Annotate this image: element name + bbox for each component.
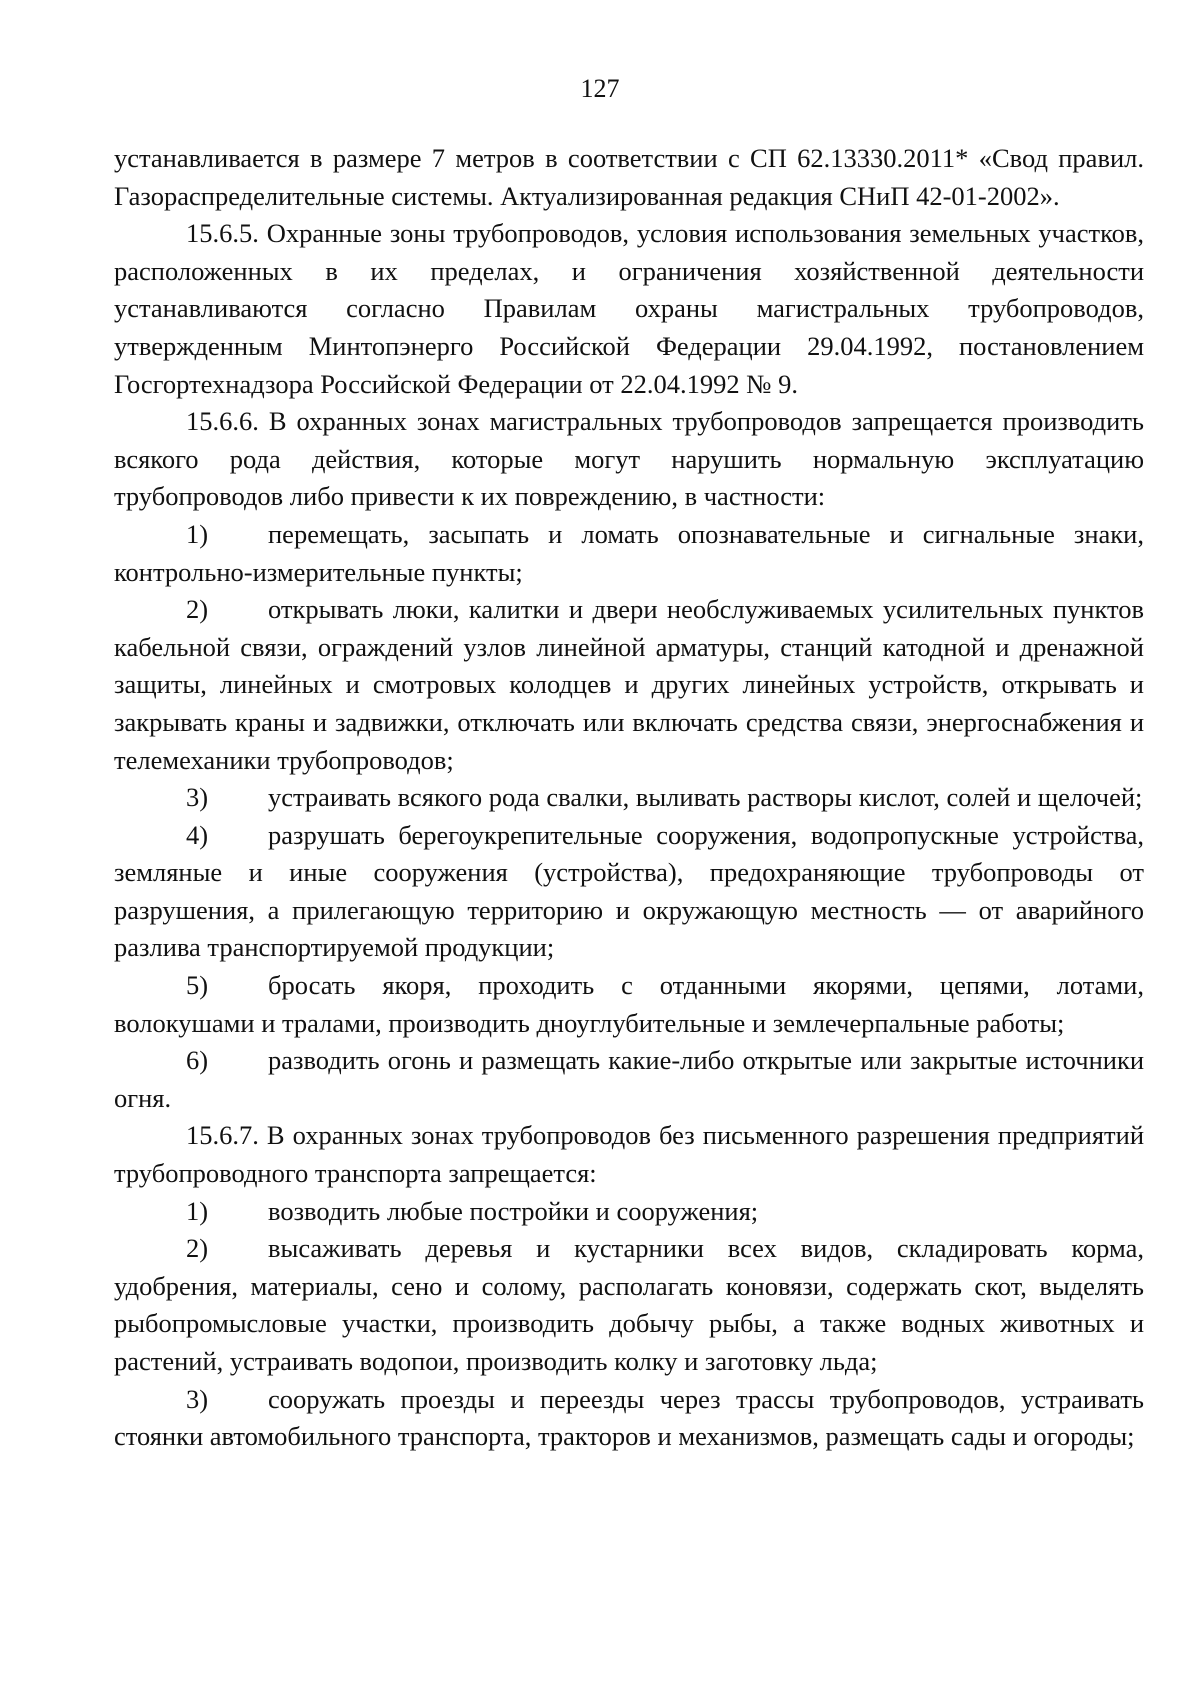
list-item-text: высаживать деревья и кустарники всех видов, складировать корма, удобрения, материалы, сено и солому, располагать коновязи, содержать скот, выделять рыбопромысловые участки, производить добычу рыбы, а также водных животных и растений, устраивать водопои, производить колку и заготовку льда; xyxy=(114,1233,1144,1376)
list-item xyxy=(114,1193,1144,1231)
list-item-number: 6) xyxy=(186,1045,209,1076)
paragraph-continuation: устанавливается в размере 7 метров в соответствии с СП 62.13330.2011* «Свод правил. Газораспределительные системы. Актуализированная редакция СНиП 42-01-2002». xyxy=(114,143,1144,211)
list-item-text: возводить любые постройки и сооружения; xyxy=(268,1195,759,1226)
list-15-6-7 xyxy=(114,1193,1144,1456)
list-item xyxy=(114,1381,1144,1456)
paragraph-15-6-7: 15.6.7. В охранных зонах трубопроводов без письменного разрешения предприятий трубопроводного транспорта запрещается: xyxy=(114,1120,1144,1189)
list-item-text: разводить огонь и размещать какие-либо открытые или закрытые источники огня. xyxy=(114,1045,1144,1113)
list-15-6-6 xyxy=(114,516,1144,1118)
list-item-text: открывать люки, калитки и двери необслуживаемых усилительных пунктов кабельной связи, ограждений узлов линейной арматуры, станций катодной и дренажной защиты, линейных и смотровых колодцев и других линейных устройств, открывать и закрывать краны и задвижки, отключать или включать средства связи, энергоснабжения и телемеханики трубопроводов; xyxy=(114,594,1144,775)
list-item xyxy=(114,1230,1144,1380)
list-item-text: устраивать всякого рода свалки, выливать растворы кислот, солей и щелочей; xyxy=(268,782,1143,813)
paragraph-15-6-6: 15.6.6. В охранных зонах магистральных трубопроводов запрещается производить всякого рода действия, которые могут нарушить нормальную эксплуатацию трубопроводов либо привести к их повреждению, в частности: xyxy=(114,406,1144,512)
list-item-text: перемещать, засыпать и ломать опознавательные и сигнальные знаки, контрольно-измерительные пункты; xyxy=(114,518,1144,587)
list-item xyxy=(114,779,1144,817)
list-item-number: 2) xyxy=(186,594,209,625)
list-item-number: 1) xyxy=(186,518,209,549)
paragraph-15-6-5: 15.6.5. Охранные зоны трубопроводов, условия использования земельных участков, расположенных в их пределах, и ограничения хозяйственной деятельности устанавливаются согласно Правилам охраны магистральных трубопроводов, утвержденным Минтопэнерго Российской Федерации 29.04.1992, постановлением Госгортехнадзора Российской Федерации от 22.04.1992 № 9. xyxy=(114,218,1144,399)
list-item-text: бросать якоря, проходить с отданными якорями, цепями, лотами, волокушами и тралами, производить дноуглубительные и землечерпальные работы; xyxy=(114,970,1144,1038)
list-item xyxy=(114,1042,1144,1117)
list-item-number: 4) xyxy=(186,819,209,850)
list-item-text: сооружать проезды и переезды через трассы трубопроводов, устраивать стоянки автомобильного транспорта, тракторов и механизмов, размещать сады и огороды; xyxy=(114,1383,1144,1452)
list-item-number: 1) xyxy=(186,1195,209,1226)
list-item xyxy=(114,967,1144,1042)
list-item-number: 2) xyxy=(186,1233,209,1264)
list-item-number: 3) xyxy=(186,1383,209,1414)
list-item xyxy=(114,817,1144,967)
page-number: 127 xyxy=(580,74,620,103)
list-item-number: 3) xyxy=(186,782,209,813)
list-item xyxy=(114,516,1144,591)
list-item-text: разрушать берегоукрепительные сооружения, водопропускные устройства, земляные и иные сооружения (устройства), предохраняющие трубопроводы от разрушения, а прилегающую территорию и окружающую местность — от аварийного разлива транспортируемой продукции; xyxy=(114,819,1144,963)
list-item xyxy=(114,591,1144,779)
list-item-number: 5) xyxy=(186,970,209,1001)
document-body xyxy=(114,140,1144,1456)
